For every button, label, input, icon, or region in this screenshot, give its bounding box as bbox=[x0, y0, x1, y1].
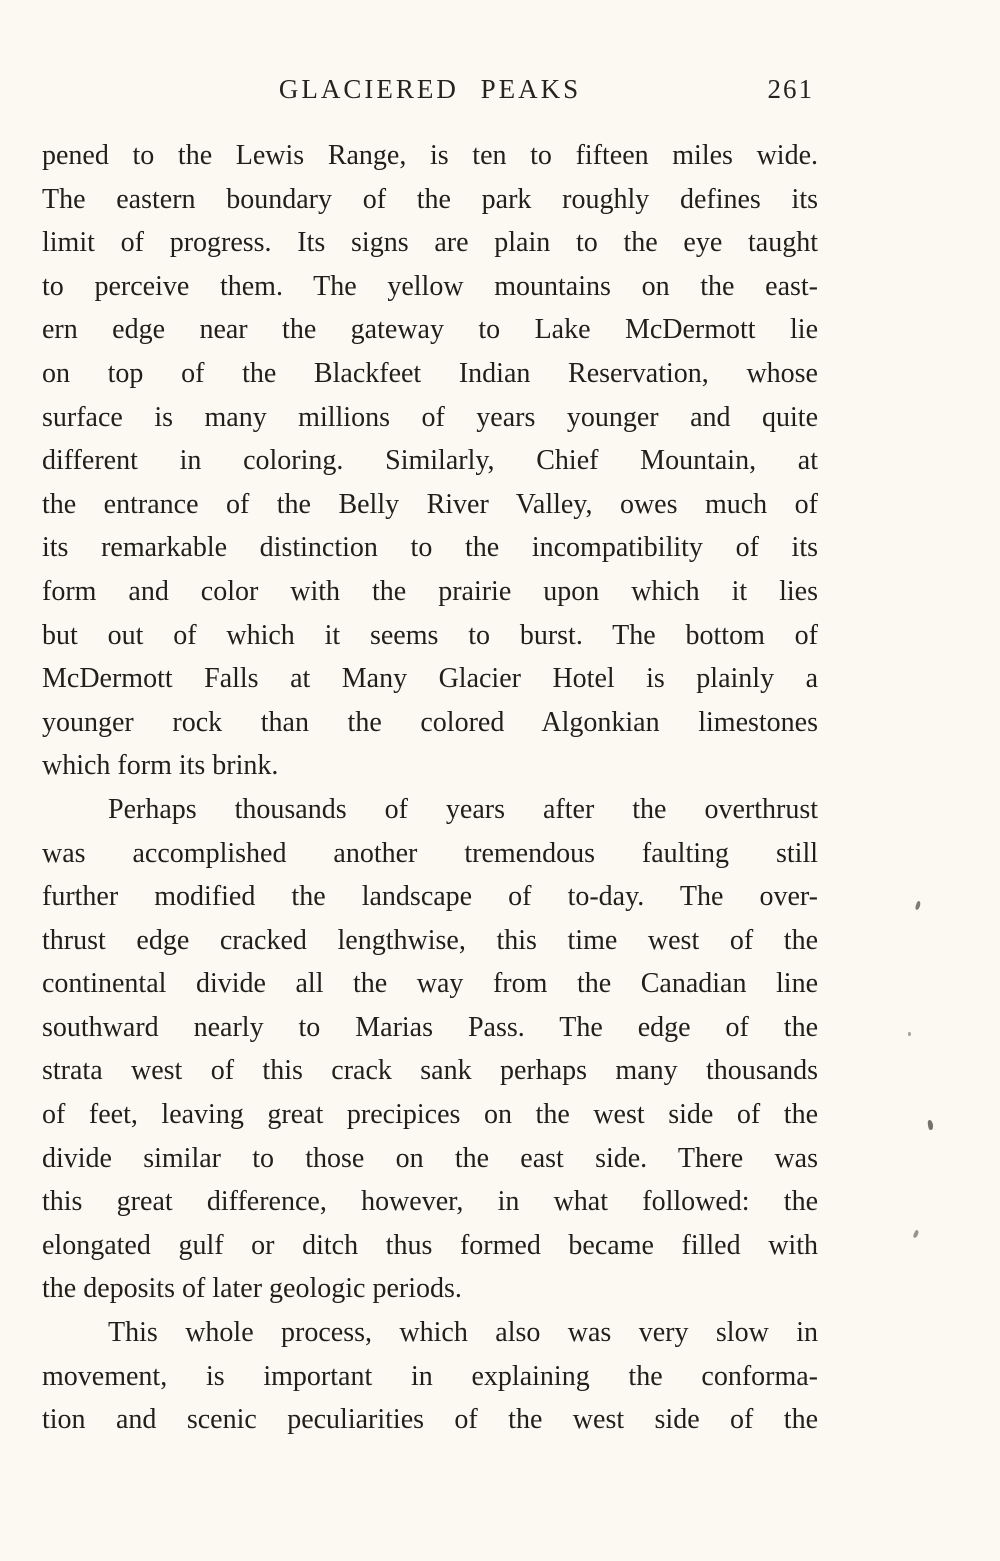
text-line: form and color with the prairie upon which it lies bbox=[42, 575, 818, 607]
body-text bbox=[42, 134, 818, 1442]
text-line: younger rock than the colored Algonkian limestones bbox=[42, 706, 818, 738]
text-line: its remarkable distinction to the incompatibility of its bbox=[42, 532, 818, 564]
paragraph bbox=[42, 788, 818, 1311]
paragraph bbox=[42, 1311, 818, 1442]
text-line: the deposits of later geologic periods. bbox=[42, 1273, 462, 1305]
text-line: limit of progress. Its signs are plain to the eye taught bbox=[42, 227, 818, 259]
text-line: which form its brink. bbox=[42, 750, 279, 782]
text-line: was accomplished another tremendous faulting still bbox=[42, 837, 818, 869]
text-line: This whole process, which also was very slow in bbox=[108, 1317, 818, 1349]
text-line: on top of the Blackfeet Indian Reservation, whose bbox=[42, 357, 818, 389]
running-title: GLACIERED PEAKS bbox=[278, 74, 582, 104]
text-line: continental divide all the way from the Canadian line bbox=[42, 968, 818, 1000]
page-header bbox=[42, 74, 818, 118]
paragraph bbox=[42, 134, 818, 788]
text-line: Perhaps thousands of years after the overthrust bbox=[108, 793, 818, 825]
scan-speck bbox=[908, 1032, 911, 1036]
text-line: the entrance of the Belly River Valley, owes much of bbox=[42, 488, 818, 520]
text-line: but out of which it seems to burst. The bottom of bbox=[42, 619, 818, 651]
text-line: southward nearly to Marias Pass. The edge of the bbox=[42, 1011, 818, 1043]
text-line: ern edge near the gateway to Lake McDermott lie bbox=[42, 314, 818, 346]
page-number: 261 bbox=[767, 74, 814, 104]
text-line: further modified the landscape of to-day. The over- bbox=[42, 881, 818, 913]
text-line: of feet, leaving great precipices on the west side of the bbox=[42, 1099, 818, 1131]
text-line: elongated gulf or ditch thus formed became filled with bbox=[42, 1229, 818, 1261]
text-line: The eastern boundary of the park roughly defines its bbox=[42, 183, 818, 215]
text-line: surface is many millions of years younger and quite bbox=[42, 401, 818, 433]
text-line: pened to the Lewis Range, is ten to fifteen miles wide. bbox=[42, 140, 818, 171]
text-line: strata west of this crack sank perhaps many thousands bbox=[42, 1055, 818, 1087]
text-line: this great difference, however, in what followed: the bbox=[42, 1186, 818, 1218]
text-line: thrust edge cracked lengthwise, this time west of the bbox=[42, 924, 818, 956]
text-line: McDermott Falls at Many Glacier Hotel is plainly a bbox=[42, 663, 818, 695]
text-line: to perceive them. The yellow mountains on the east- bbox=[42, 270, 818, 302]
text-line: tion and scenic peculiarities of the west side of the bbox=[42, 1404, 818, 1436]
text-line: different in coloring. Similarly, Chief Mountain, at bbox=[42, 445, 818, 477]
text-line: movement, is important in explaining the conforma- bbox=[42, 1360, 818, 1392]
text-line: divide similar to those on the east side. There was bbox=[42, 1142, 818, 1174]
